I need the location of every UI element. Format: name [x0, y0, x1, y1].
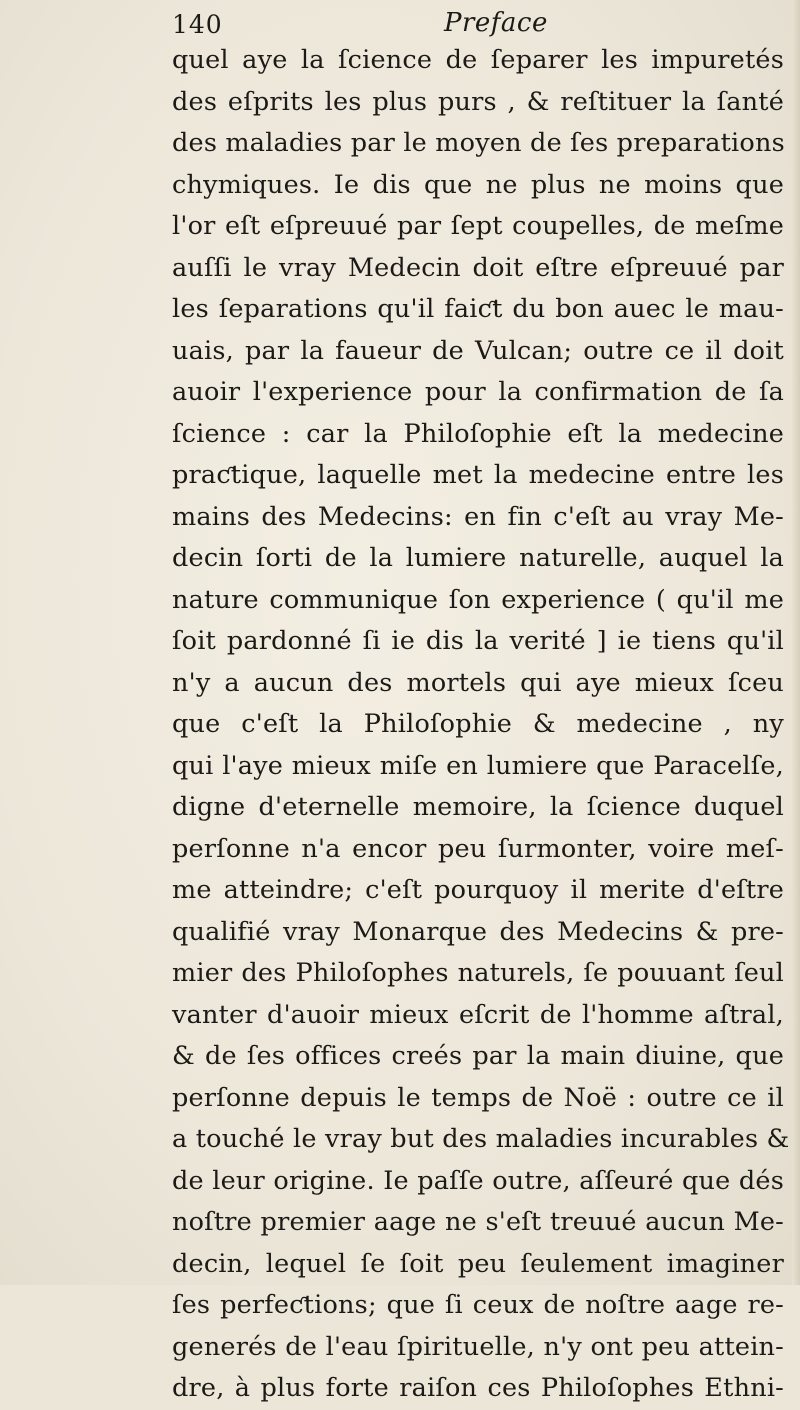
page-number: 140	[172, 10, 223, 39]
text-line: qui l'aye mieux miſe en lumiere que Paracelſe,	[172, 750, 784, 781]
text-line: uais, par la faueur de Vulcan; outre ce il doit	[172, 335, 784, 366]
text-line: chymiques. Ie dis que ne plus ne moins que	[172, 169, 784, 200]
text-line: qualifié vray Monarque des Medecins & pre-	[172, 916, 784, 947]
text-line: nature communique ſon experience ( qu'il me	[172, 584, 784, 615]
text-line: & de ſes offices creés par la main diuine, que	[172, 1041, 784, 1071]
text-line: n'y a aucun des mortels qui aye mieux ſceu	[172, 667, 784, 698]
page-edge-shadow	[792, 0, 800, 1285]
text-line: perſonne depuis le temps de Noë : outre ce il	[172, 1082, 784, 1113]
text-line: me atteindre; c'eſt pourquoy il merite d'eſtre	[172, 875, 784, 905]
text-line: decin, lequel ſe ſoit peu ſeulement imaginer	[172, 1248, 784, 1279]
text-line: les ſeparations qu'il faiƈt du bon auec le mau-	[172, 294, 784, 324]
text-line: digne d'eternelle memoire, la ſcience duquel	[172, 792, 784, 822]
body-text	[172, 40, 790, 1410]
text-line: generés de l'eau ſpirituelle, n'y ont peu attein-	[172, 1331, 784, 1362]
text-line: des maladies par le moyen de ſes preparations	[172, 128, 785, 158]
text-line: decin ſorti de la lumiere naturelle, auquel la	[172, 543, 784, 573]
text-line: vanter d'auoir mieux eſcrit de l'homme aſtral,	[172, 999, 784, 1030]
text-line: l'or eſt eſpreuué par ſept coupelles, de meſme	[172, 211, 784, 241]
text-line: quel aye la ſcience de ſeparer les impuretés	[172, 45, 784, 75]
text-line: praƈtique, laquelle met la medecine entre les	[172, 460, 784, 490]
page-header	[172, 6, 800, 40]
text-line: ſcience : car la Philoſophie eſt la medecine	[172, 418, 784, 449]
text-line: mier des Philoſophes naturels, ſe pouuant ſeul	[172, 958, 784, 988]
text-line: mains des Medecins: en fin c'eſt au vray Me-	[172, 501, 784, 532]
text-line: ſes perfeƈtions; que ſi ceux de noſtre aage re-	[172, 1290, 784, 1320]
text-line: perſonne n'a encor peu ſurmonter, voire meſ-	[172, 833, 784, 864]
text-line: ſoit pardonné ſi ie dis la verité ] ie tiens qu'il	[172, 626, 784, 656]
text-line: dre, à plus forte raiſon ces Philoſophes Ethni-	[172, 1373, 784, 1403]
text-line: a touché le vray but des maladies incurables &	[172, 1124, 790, 1154]
running-head: Preface	[444, 8, 548, 38]
text-line: noſtre premier aage ne s'eſt treuué aucun Me-	[172, 1207, 784, 1237]
text-line: des eſprits les plus purs , & reſtituer la ſanté	[172, 86, 784, 117]
text-line: que c'eſt la Philoſophie & medecine , ny	[172, 709, 784, 739]
text-line: de leur origine. Ie paſſe outre, aſſeuré que dés	[172, 1165, 784, 1196]
text-line: auſſi le vray Medecin doit eſtre eſpreuué par	[172, 252, 784, 283]
text-line: auoir l'experience pour la confirmation de ſa	[172, 377, 784, 407]
